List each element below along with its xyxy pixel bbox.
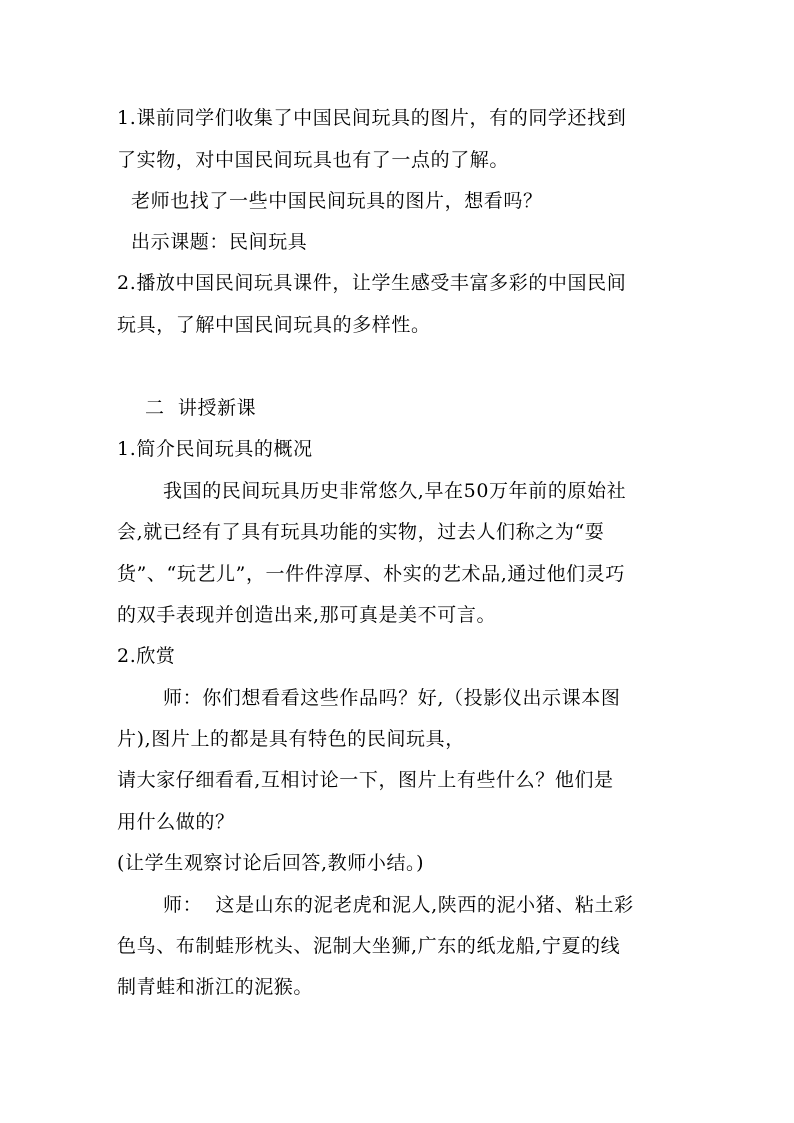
paragraph-line: 片),图片上的都是具有特色的民间玩具， [117,728,465,750]
paragraph-line: 了实物，对中国民间玩具也有了一点的了解。 [117,149,510,171]
paragraph-line: 货”、“玩艺儿”，一件件淳厚、朴实的艺术品,通过他们灵巧 [117,563,625,585]
paragraph-line: 师：你们想看看这些作品吗？好,（投影仪出示课本图 [163,687,621,709]
paragraph-line: 色鸟、布制蛙形枕头、泥制大坐狮,广东的纸龙船,宁夏的线 [117,935,621,957]
paragraph-line: (让学生观察讨论后回答,教师小结。) [117,852,425,874]
paragraph-line: 1.课前同学们收集了中国民间玩具的图片，有的同学还找到 [117,107,627,129]
paragraph-line: 用什么做的？ [117,811,235,833]
subsection-heading: 1.简介民间玩具的概况 [117,438,313,460]
paragraph-line: 出示课题：民间玩具 [131,231,308,253]
paragraph-line: 玩具，了解中国民间玩具的多样性。 [117,314,431,336]
paragraph-line: 会,就已经有了具有玩具功能的实物，过去人们称之为“耍 [117,521,605,543]
section-heading: 二 讲授新课 [145,397,257,419]
paragraph-line: 请大家仔细看看,互相讨论一下，图片上有些什么？他们是 [117,769,614,791]
paragraph-line: 我国的民间玩具历史非常悠久,早在50万年前的原始社 [163,480,627,502]
paragraph-line: 师： 这是山东的泥老虎和泥人,陕西的泥小猪、粘土彩 [163,894,634,916]
paragraph-line: 老师也找了一些中国民间玩具的图片，想看吗？ [131,190,543,212]
paragraph-line: 的双手表现并创造出来,那可真是美不可言。 [117,604,497,626]
subsection-heading: 2.欣赏 [117,645,176,667]
paragraph-line: 制青蛙和浙江的泥猴。 [117,976,314,998]
paragraph-line: 2.播放中国民间玩具课件，让学生感受丰富多彩的中国民间 [117,272,627,294]
